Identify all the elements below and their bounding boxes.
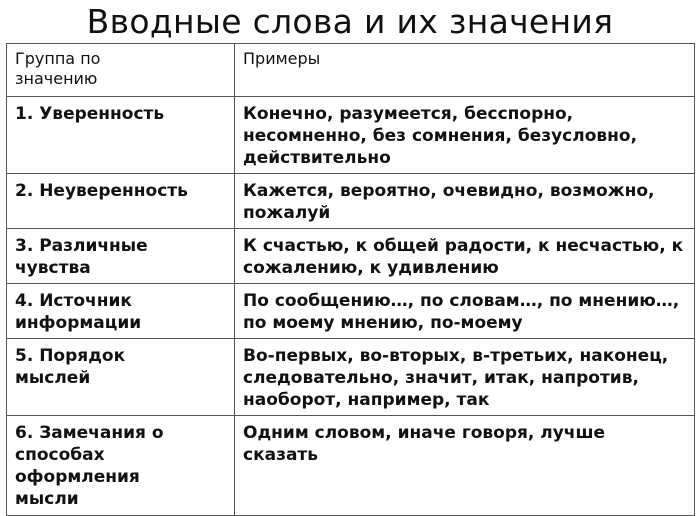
table-row: [7, 339, 695, 416]
row-group: 5. Порядок мыслей: [7, 339, 235, 416]
table-row: [7, 97, 695, 174]
table-row: [7, 416, 695, 516]
table-row: [7, 284, 695, 339]
row-group: 3. Различные чувства: [7, 229, 235, 284]
row-examples: Во-первых, во-вторых, в-третьих, наконец, следовательно, значит, итак, напротив, наоборот, например, так: [235, 339, 695, 416]
page-title: Вводные слова и их значения: [86, 2, 614, 41]
table-row: [7, 229, 695, 284]
row-group: 4. Источник информации: [7, 284, 235, 339]
table-header-row: [7, 44, 695, 97]
header-group: Группа по значению: [7, 44, 235, 97]
row-group: 6. Замечания о способах оформления мысли: [7, 416, 235, 516]
row-group: 1. Уверенность: [7, 97, 235, 174]
row-examples: Конечно, разумеется, бесспорно, несомненно, без сомнения, безусловно, действительно: [235, 97, 695, 174]
header-examples: Примеры: [235, 44, 695, 97]
row-examples: Одним словом, иначе говоря, лучше сказать: [235, 416, 695, 516]
table-row: [7, 174, 695, 229]
row-examples: К счастью, к общей радости, к несчастью, к сожалению, к удивлению: [235, 229, 695, 284]
intro-words-table: [6, 43, 695, 516]
row-group: 2. Неуверенность: [7, 174, 235, 229]
row-examples: По сообщению…, по словам…, по мнению…, по моему мнению, по-моему: [235, 284, 695, 339]
row-examples: Кажется, вероятно, очевидно, возможно, пожалуй: [235, 174, 695, 229]
